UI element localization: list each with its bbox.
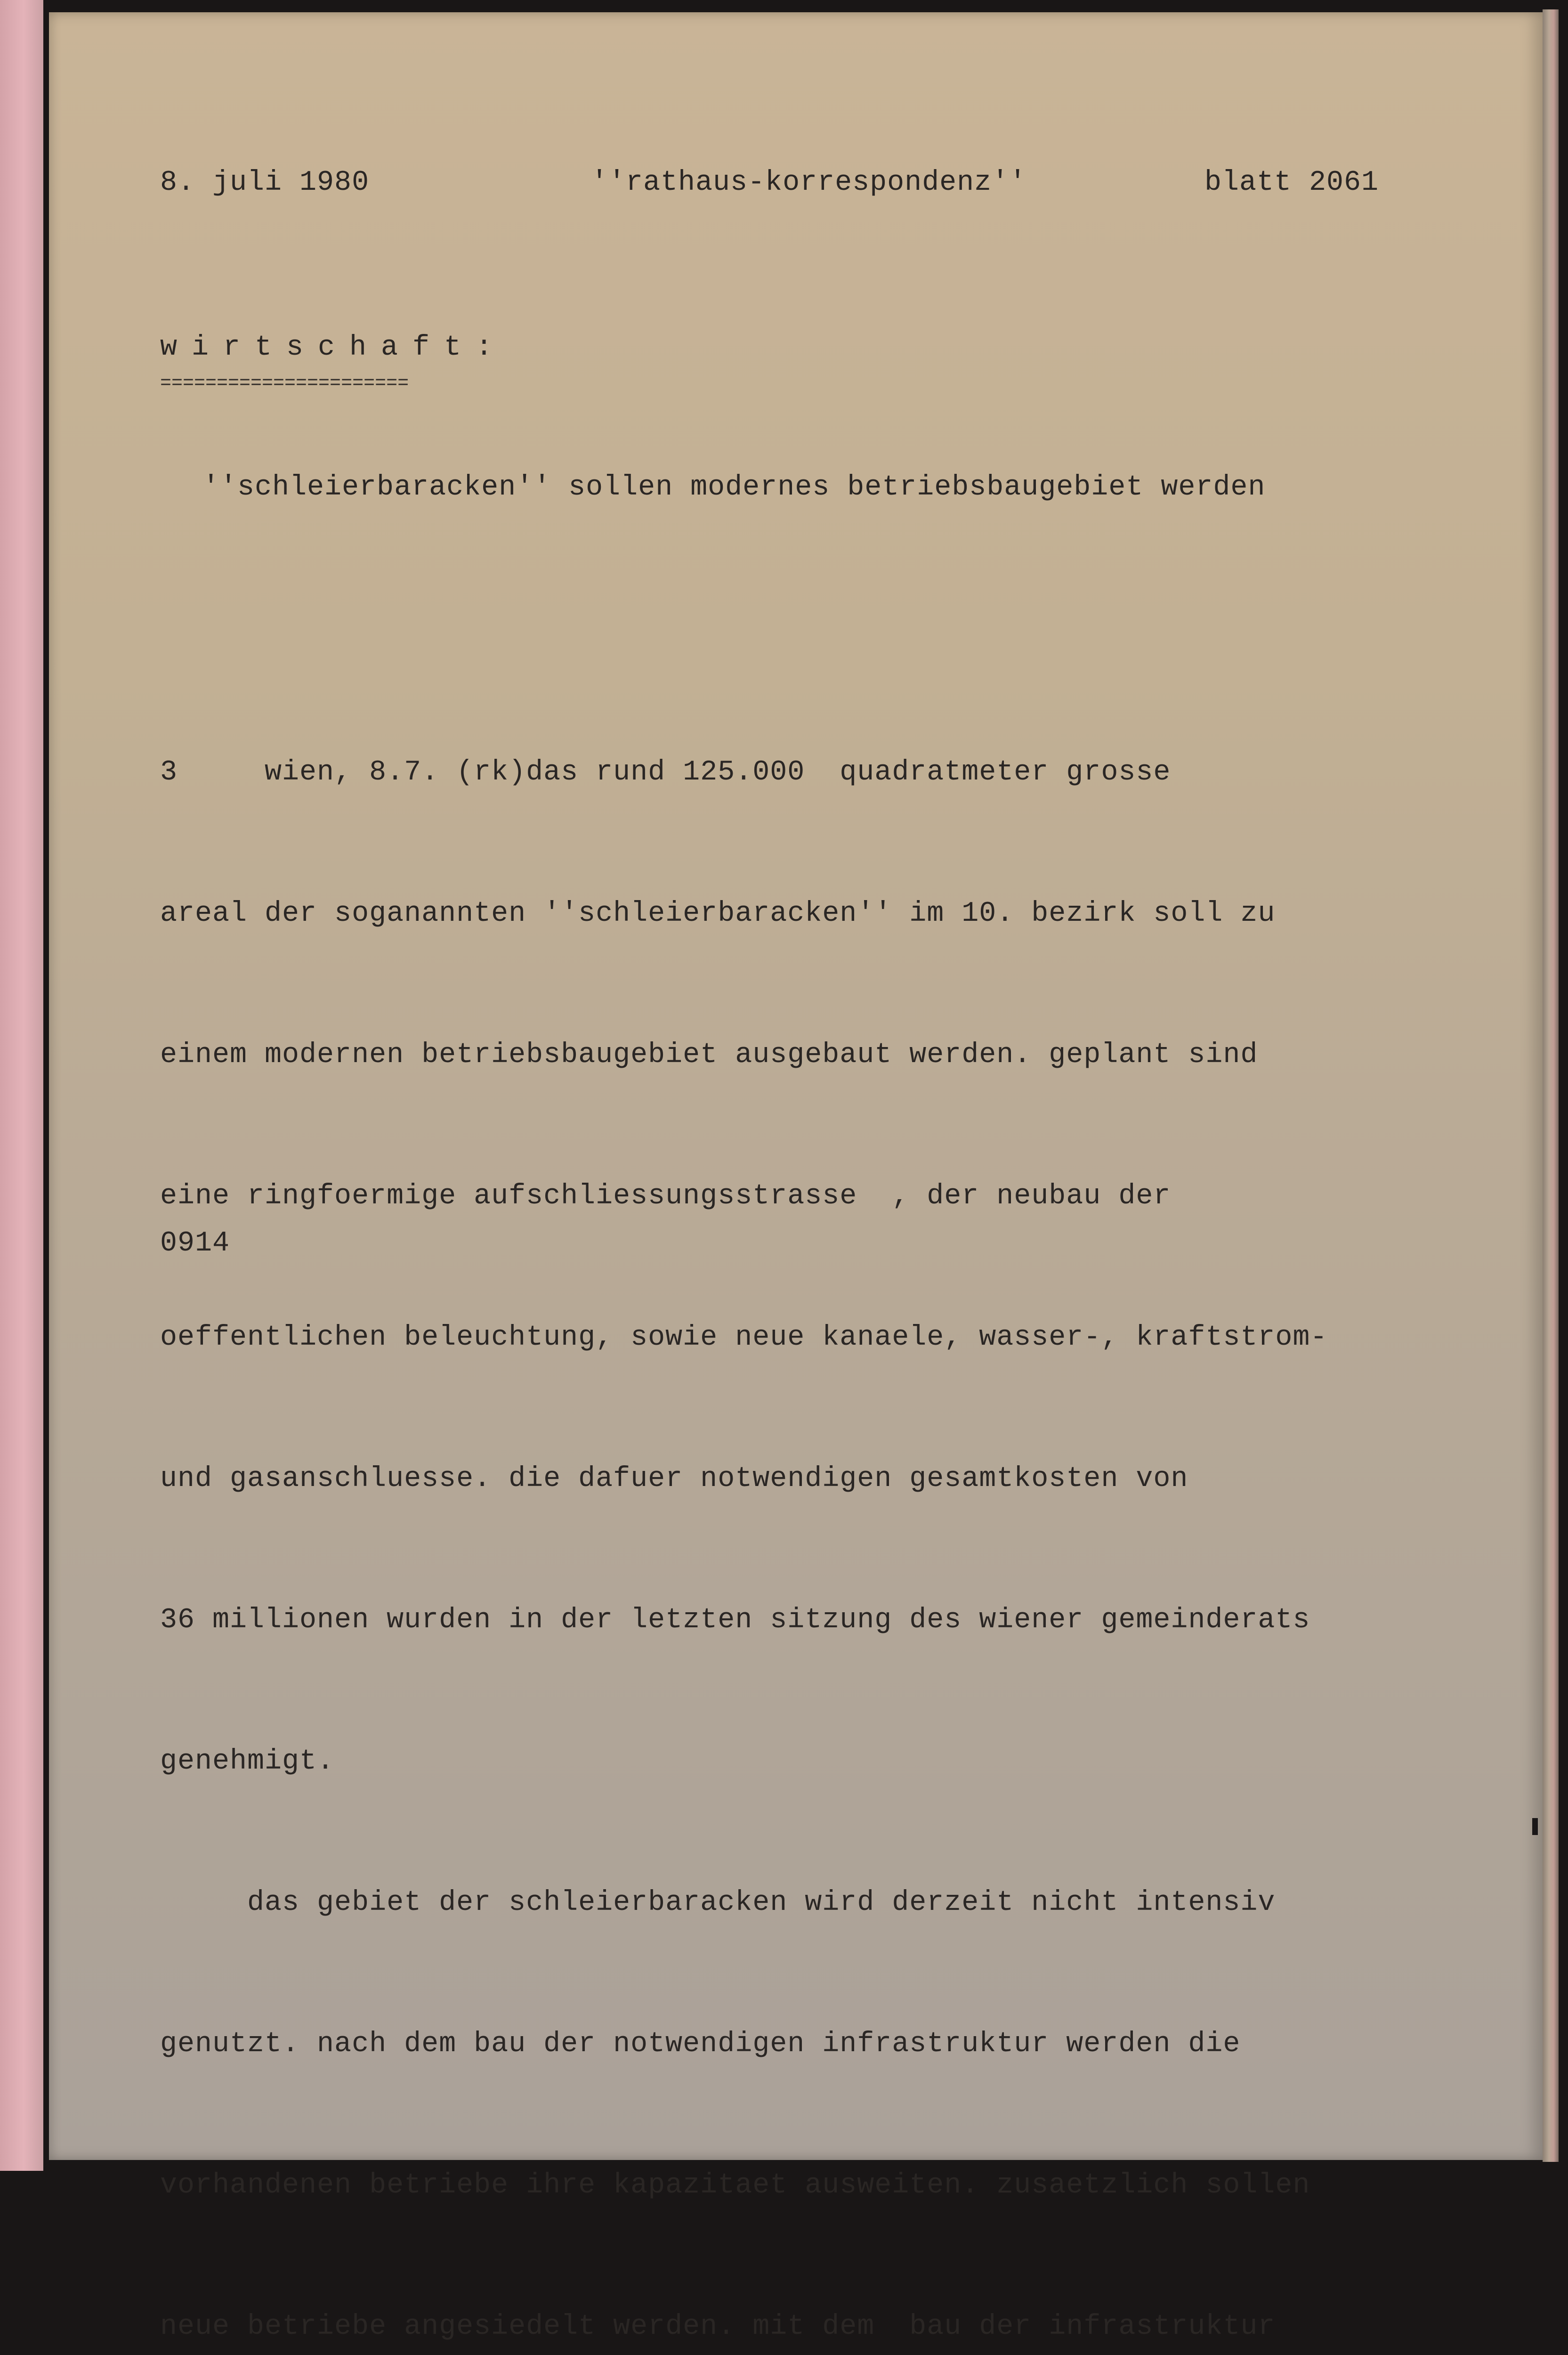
section-heading: wirtschaft: — [160, 332, 508, 364]
body-line: 36 millionen wurden in der letzten sitzung des wiener gemeinderats — [160, 1604, 1310, 1636]
section-underline: ====================== — [160, 373, 409, 394]
binding-tab-mark — [1532, 1818, 1538, 1835]
body-line: areal der soganannten ''schleierbaracken'' im 10. bezirk soll zu — [160, 898, 1276, 930]
body-line: und gasanschluesse. die dafuer notwendigen gesamtkosten von — [160, 1463, 1188, 1495]
body-line: vorhandenen betriebe ihre kapazitaet ausweiten. zusaetzlich sollen — [160, 2169, 1310, 2201]
header-publication: ''rathaus-korrespondenz'' — [591, 167, 1027, 199]
body-line: oeffentlichen beleuchtung, sowie neue kanaele, wasser-, kraftstrom- — [160, 1322, 1328, 1354]
page-stack-edge — [1543, 9, 1559, 2162]
pink-cover-edge — [0, 0, 43, 2171]
body-line: genutzt. nach dem bau der notwendigen infrastruktur werden die — [160, 2028, 1241, 2060]
header-date: 8. juli 1980 — [160, 167, 370, 199]
header-sheet-number: blatt 2061 — [1204, 167, 1379, 199]
body-line: das gebiet der schleierbaracken wird derzeit nicht intensiv — [160, 1887, 1276, 1919]
body-line: neue betriebe angesiedelt werden. mit dem bau der infrastruktur — [160, 2311, 1276, 2343]
article-title: ''schleierbaracken'' sollen modernes betriebsbaugebiet werden — [202, 471, 1266, 503]
article-footer-code: 0914 — [160, 1227, 230, 1259]
body-line: genehmigt. — [160, 1746, 335, 1778]
article-body — [160, 560, 1327, 2355]
body-line: 3 wien, 8.7. (rk)das rund 125.000 quadratmeter grosse — [160, 756, 1171, 788]
article-body-lines — [160, 655, 1327, 2355]
body-line: eine ringfoermige aufschliessungsstrasse , der neubau der — [160, 1180, 1171, 1212]
body-line: einem modernen betriebsbaugebiet ausgebaut werden. geplant sind — [160, 1039, 1258, 1071]
